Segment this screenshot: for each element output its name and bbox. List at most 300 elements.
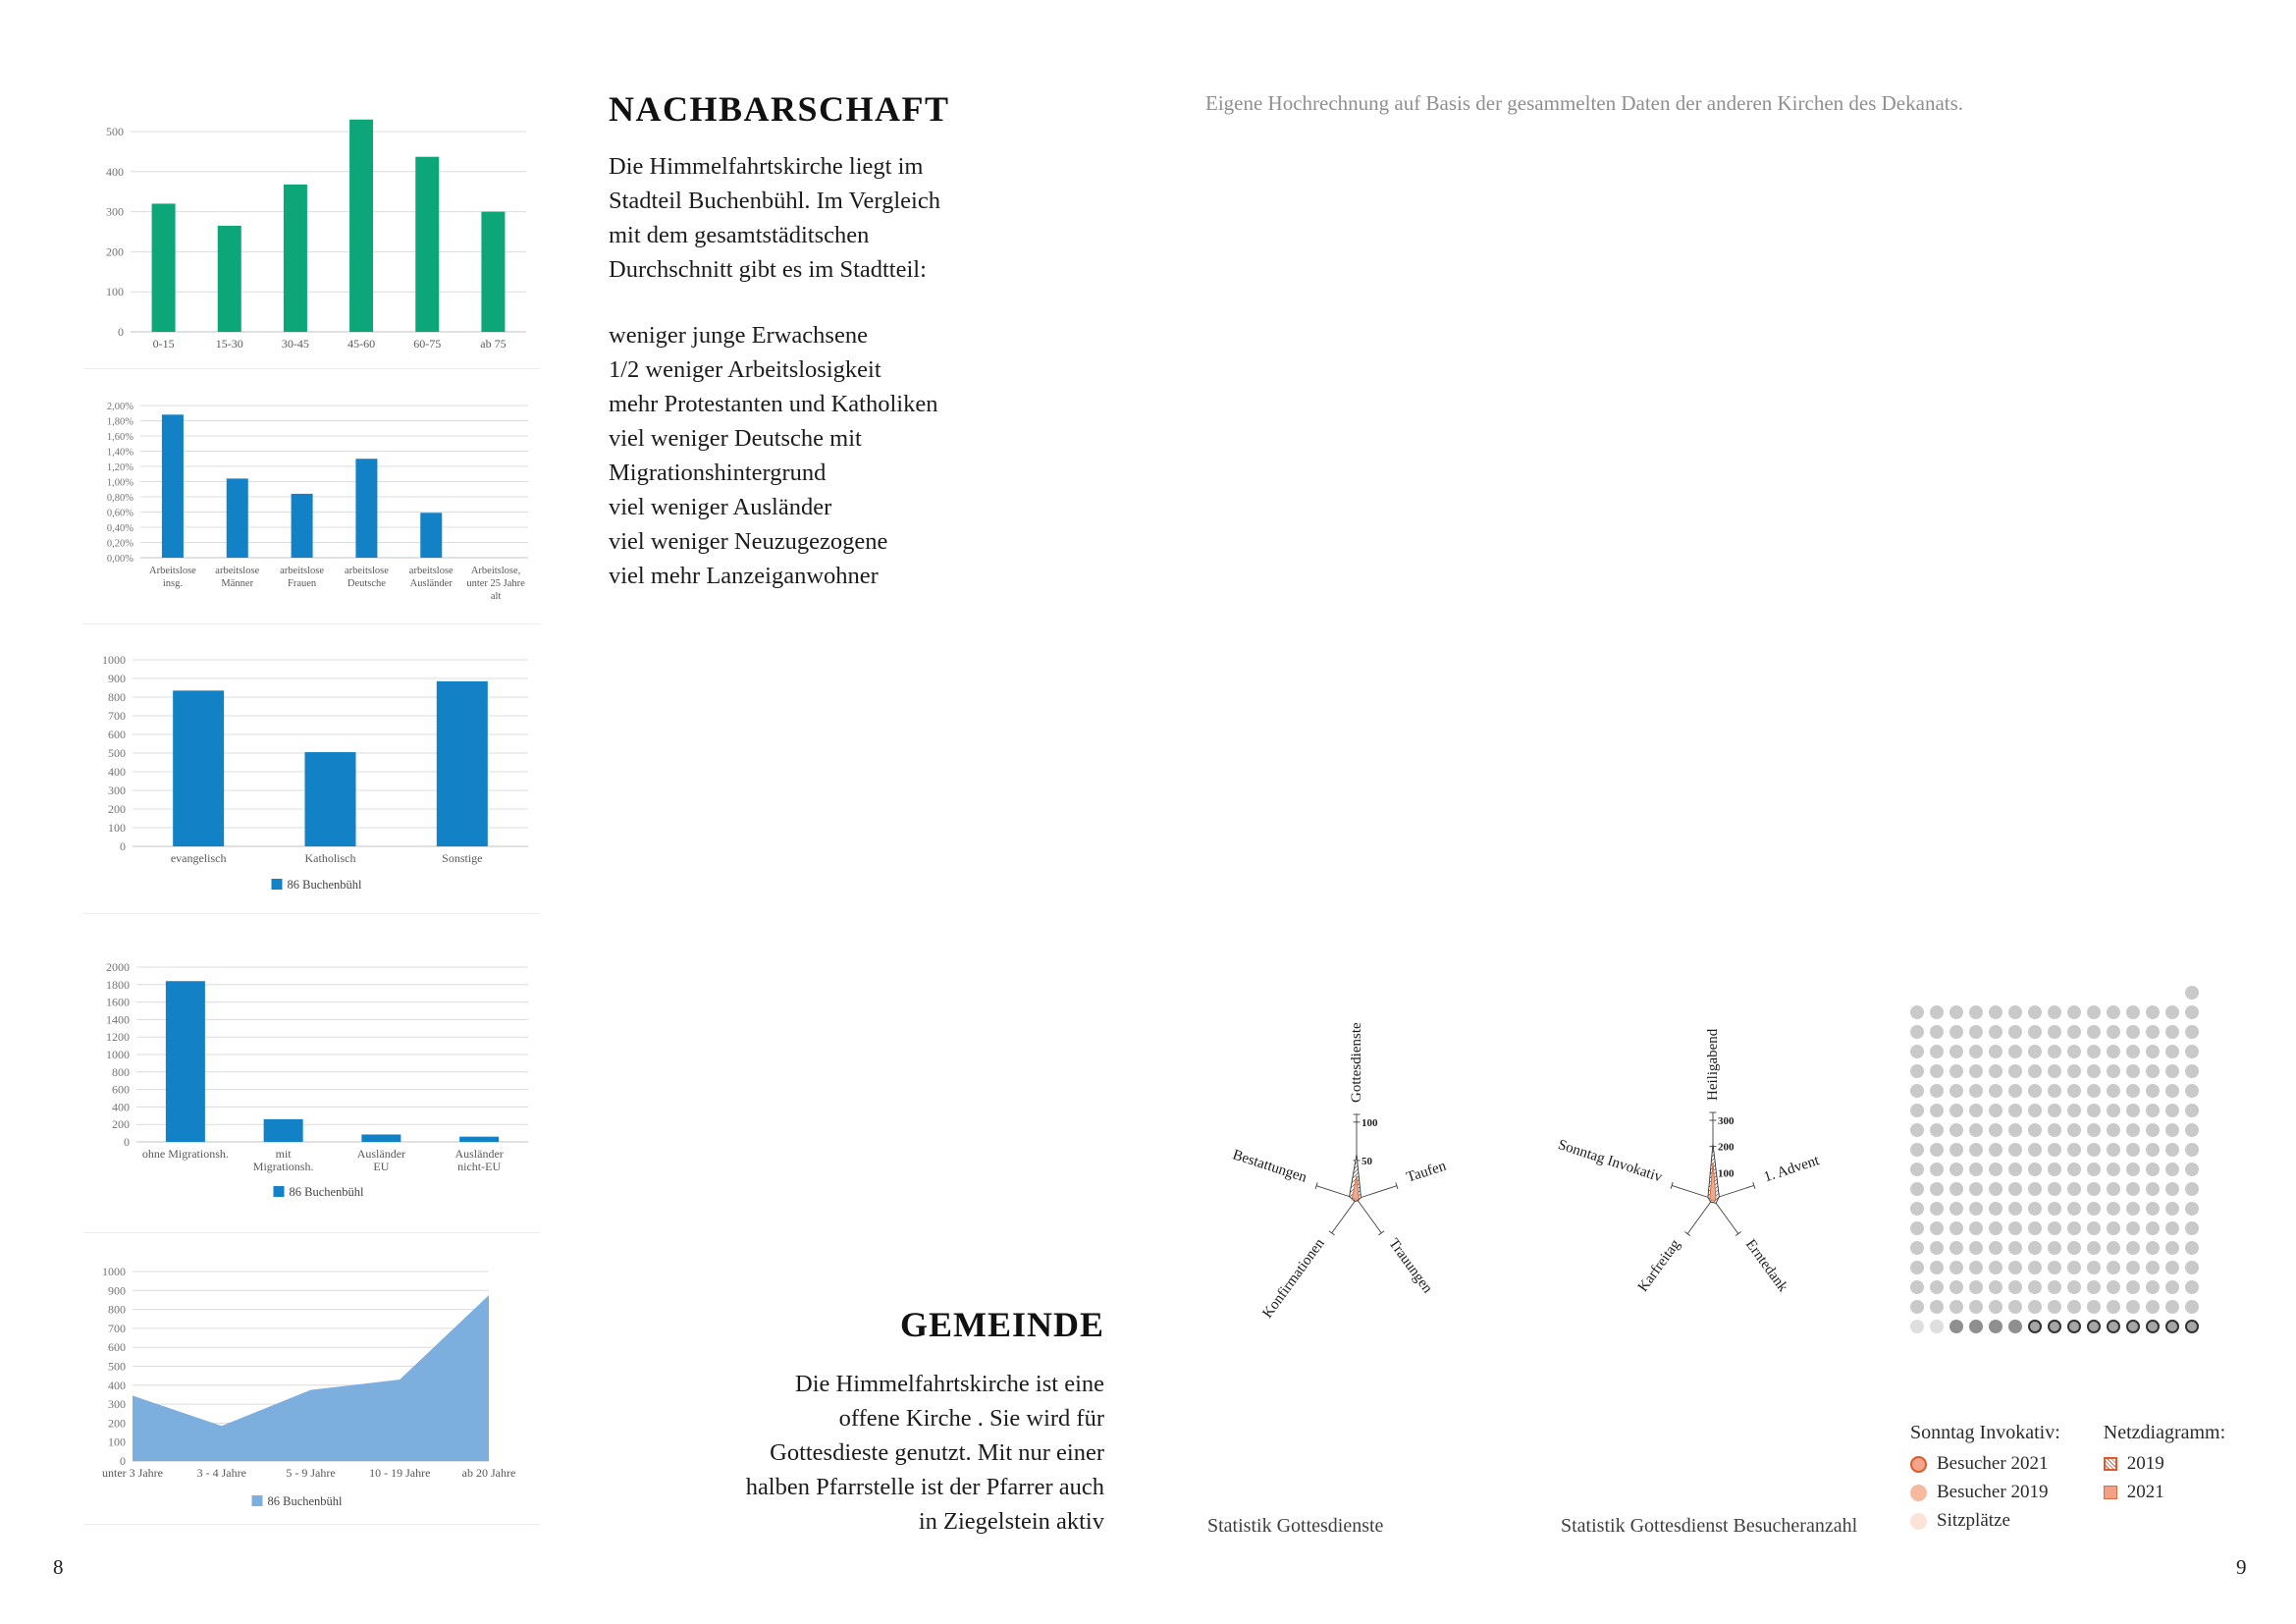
- matrix-dot: [1910, 1221, 1924, 1235]
- legend-netz-title: Netzdiagramm:: [2103, 1422, 2226, 1443]
- matrix-dot: [2028, 1123, 2042, 1137]
- matrix-dot: [2087, 1261, 2101, 1274]
- matrix-dot: [2048, 1182, 2061, 1196]
- matrix-dot: [2067, 1143, 2081, 1157]
- legend-item-label: 2019: [2126, 1453, 2164, 1474]
- matrix-dot: [2165, 1045, 2179, 1058]
- svg-text:800: 800: [108, 690, 126, 704]
- matrix-dot: [1910, 1280, 1924, 1294]
- svg-text:700: 700: [108, 709, 126, 723]
- matrix-dot: [2008, 1104, 2022, 1117]
- matrix-dot: [1930, 1182, 1944, 1196]
- matrix-dot: [2107, 1202, 2120, 1216]
- svg-text:600: 600: [108, 1340, 126, 1355]
- matrix-dot: [1969, 1202, 1983, 1216]
- svg-text:1600: 1600: [106, 995, 130, 1009]
- matrix-dot: [1949, 1104, 1963, 1117]
- matrix-dot: [2028, 1182, 2042, 1196]
- matrix-dot: [1969, 1025, 1983, 1039]
- svg-text:Ausländernicht-EU: Ausländer nicht-EU: [454, 1147, 504, 1173]
- matrix-dot: [1969, 1163, 1983, 1176]
- matrix-dot: [1910, 1182, 1924, 1196]
- matrix-dot: [1949, 1221, 1963, 1235]
- matrix-dot: [2126, 1300, 2140, 1314]
- matrix-dot: [1989, 1123, 2002, 1137]
- matrix-dot: [2107, 1221, 2120, 1235]
- matrix-dot: [2146, 1300, 2160, 1314]
- chart-residence-duration-svg: [83, 1263, 540, 1524]
- svg-text:600: 600: [108, 728, 126, 741]
- matrix-dot: [2146, 1005, 2160, 1019]
- legend-item-besucher-2021: [1910, 1453, 2060, 1475]
- matrix-dot: [2028, 1320, 2042, 1333]
- matrix-dot: [2107, 1280, 2120, 1294]
- matrix-dot: [2107, 1163, 2120, 1176]
- svg-text:200: 200: [112, 1117, 130, 1132]
- matrix-dot: [2087, 1084, 2101, 1098]
- matrix-dot: [2107, 1084, 2120, 1098]
- svg-text:300: 300: [108, 1397, 126, 1412]
- svg-text:60-75: 60-75: [413, 337, 442, 351]
- legend-item-sitzplaetze: [1910, 1510, 2060, 1532]
- matrix-dot: [1989, 1084, 2002, 1098]
- legend-sonntag-invokativ: [1910, 1422, 2060, 1539]
- matrix-dot: [1969, 1182, 1983, 1196]
- matrix-dot: [2087, 1221, 2101, 1235]
- matrix-dot: [2008, 1280, 2022, 1294]
- svg-text:86 Buchenbühl: 86 Buchenbühl: [289, 1185, 364, 1199]
- chart-age-distribution: [83, 86, 540, 369]
- matrix-dot: [1930, 1084, 1944, 1098]
- legend-sonntag-title: Sonntag Invokativ:: [1910, 1422, 2060, 1443]
- svg-text:0,00%: 0,00%: [106, 554, 133, 565]
- matrix-dot: [2185, 1064, 2199, 1078]
- svg-text:0,40%: 0,40%: [106, 523, 133, 534]
- svg-text:10 - 19 Jahre: 10 - 19 Jahre: [369, 1466, 431, 1480]
- svg-text:2,00%: 2,00%: [106, 402, 133, 412]
- svg-text:300: 300: [1718, 1115, 1735, 1127]
- matrix-dot: [1989, 1261, 2002, 1274]
- matrix-dot: [1910, 1143, 1924, 1157]
- matrix-dot: [1930, 1123, 1944, 1137]
- matrix-dot: [2008, 1005, 2022, 1019]
- matrix-dot: [2126, 1241, 2140, 1255]
- matrix-dot: [2107, 1064, 2120, 1078]
- matrix-dot: [2067, 1084, 2081, 1098]
- matrix-dot: [2028, 1084, 2042, 1098]
- matrix-dot: [2008, 1320, 2022, 1333]
- matrix-dot: [2165, 1202, 2179, 1216]
- matrix-dot: [2146, 1261, 2160, 1274]
- matrix-dot: [2126, 1261, 2140, 1274]
- matrix-dot: [1989, 1064, 2002, 1078]
- matrix-dot: [1969, 1300, 1983, 1314]
- chart-unemployment-rates: [83, 396, 540, 624]
- legend-item-netz-2021: [2104, 1482, 2225, 1503]
- matrix-dot: [1930, 1064, 1944, 1078]
- svg-text:1000: 1000: [106, 1048, 130, 1061]
- matrix-dot: [1989, 1005, 2002, 1019]
- matrix-dot: [2146, 1123, 2160, 1137]
- svg-text:86 Buchenbühl: 86 Buchenbühl: [287, 878, 362, 892]
- matrix-dot: [2067, 1104, 2081, 1117]
- matrix-dot: [2146, 1280, 2160, 1294]
- svg-text:Taufen: Taufen: [1404, 1158, 1449, 1186]
- matrix-dot: [2107, 1104, 2120, 1117]
- matrix-dot: [1949, 1005, 1963, 1019]
- svg-text:1,20%: 1,20%: [106, 462, 133, 473]
- matrix-dot: [2146, 1104, 2160, 1117]
- matrix-dot: [2146, 1045, 2160, 1058]
- matrix-dot: [1969, 1320, 1983, 1333]
- svg-text:900: 900: [108, 672, 126, 685]
- legend-block: [1910, 1422, 2225, 1539]
- matrix-dot: [2087, 1104, 2101, 1117]
- chart-unemployment-rates-svg: [83, 396, 540, 623]
- matrix-dot: [2008, 1221, 2022, 1235]
- matrix-dot: [1969, 1104, 1983, 1117]
- svg-text:3 - 4 Jahre: 3 - 4 Jahre: [196, 1466, 246, 1480]
- svg-text:600: 600: [112, 1082, 130, 1097]
- matrix-dot: [2008, 1084, 2022, 1098]
- besucher-2019-circle-icon: [1910, 1485, 1927, 1501]
- matrix-dot: [2008, 1261, 2022, 1274]
- svg-text:0,60%: 0,60%: [106, 508, 133, 519]
- matrix-dot: [2126, 1104, 2140, 1117]
- svg-text:arbeitsloseFrauen: arbeitslose Frauen: [280, 566, 325, 589]
- matrix-dot: [1949, 1280, 1963, 1294]
- legend-item-label: Sitzplätze: [1937, 1510, 2010, 1531]
- matrix-dot: [1949, 1241, 1963, 1255]
- matrix-dot: [2087, 1280, 2101, 1294]
- chart-migration-background: [83, 955, 540, 1233]
- matrix-dot: [2126, 1123, 2140, 1137]
- nachbarschaft-title: NACHBARSCHAFT: [609, 89, 950, 129]
- matrix-dot: [2048, 1280, 2061, 1294]
- matrix-dot: [1969, 1143, 1983, 1157]
- matrix-dot: [2126, 1064, 2140, 1078]
- svg-text:400: 400: [106, 164, 124, 179]
- svg-text:Trauungen: Trauungen: [1385, 1235, 1436, 1297]
- matrix-dot: [2185, 1045, 2199, 1058]
- svg-text:200: 200: [106, 244, 124, 259]
- matrix-dot: [1969, 1261, 1983, 1274]
- matrix-dot: [1930, 1025, 1944, 1039]
- matrix-dot: [1910, 1064, 1924, 1078]
- matrix-dot: [2107, 1005, 2120, 1019]
- matrix-dot: [2087, 1045, 2101, 1058]
- matrix-dot: [2126, 1280, 2140, 1294]
- matrix-dot: [2008, 1123, 2022, 1137]
- svg-text:Erntedank: Erntedank: [1741, 1236, 1791, 1295]
- svg-text:500: 500: [106, 125, 124, 138]
- matrix-dot: [2067, 1320, 2081, 1333]
- svg-text:Arbeitslose,unter 25 Jahrealt: Arbeitslose, unter 25 Jahre alt: [466, 566, 525, 602]
- matrix-dot: [2107, 1123, 2120, 1137]
- matrix-dot: [2126, 1320, 2140, 1333]
- caption-statistik-besucheranzahl: Statistik Gottesdienst Besucheranzahl: [1561, 1515, 1858, 1537]
- matrix-dot: [2165, 1143, 2179, 1157]
- matrix-dot: [2048, 1084, 2061, 1098]
- matrix-dot: [2048, 1045, 2061, 1058]
- matrix-dot: [1989, 1143, 2002, 1157]
- matrix-dot: [1930, 1221, 1944, 1235]
- matrix-dot: [2165, 1300, 2179, 1314]
- matrix-dot: [2185, 1143, 2199, 1157]
- chart-religion-svg: [83, 646, 540, 913]
- matrix-dot: [2185, 1202, 2199, 1216]
- matrix-dot: [2028, 1064, 2042, 1078]
- matrix-dot: [2087, 1202, 2101, 1216]
- matrix-dot: [2126, 1143, 2140, 1157]
- matrix-dot: [1910, 1025, 1924, 1039]
- matrix-dot: [1910, 1045, 1924, 1058]
- chart-residence-duration: [83, 1263, 540, 1525]
- matrix-dot: [2028, 1280, 2042, 1294]
- matrix-dot: [1969, 1005, 1983, 1019]
- matrix-dot: [1930, 1300, 1944, 1314]
- svg-text:ohne Migrationsh.: ohne Migrationsh.: [141, 1147, 229, 1161]
- legend-item-label: Besucher 2021: [1937, 1453, 2049, 1474]
- matrix-dot: [2028, 1241, 2042, 1255]
- matrix-dot: [2165, 1084, 2179, 1098]
- matrix-dot: [1949, 1163, 1963, 1176]
- svg-text:Karfreitag: Karfreitag: [1634, 1236, 1684, 1295]
- svg-text:30-45: 30-45: [281, 337, 309, 351]
- matrix-dot: [2126, 1005, 2140, 1019]
- svg-text:45-60: 45-60: [347, 337, 376, 351]
- gemeinde-section: [687, 1304, 1104, 1539]
- matrix-dot: [1910, 1320, 1924, 1333]
- svg-text:300: 300: [108, 784, 126, 797]
- matrix-dot: [2067, 1064, 2081, 1078]
- matrix-dot: [2185, 1084, 2199, 1098]
- matrix-dot: [2146, 1143, 2160, 1157]
- svg-text:Bestattungen: Bestattungen: [1230, 1147, 1309, 1186]
- matrix-dot: [2165, 1025, 2179, 1039]
- matrix-dot: [2048, 1064, 2061, 1078]
- matrix-dot: [2107, 1143, 2120, 1157]
- matrix-dot: [2087, 1064, 2101, 1078]
- svg-text:Sonstige: Sonstige: [442, 851, 483, 865]
- matrix-dot: [2048, 1163, 2061, 1176]
- matrix-dot: [2028, 1025, 2042, 1039]
- matrix-dot: [2165, 1320, 2179, 1333]
- matrix-dot: [2146, 1202, 2160, 1216]
- matrix-dot: [1949, 1182, 1963, 1196]
- matrix-dot: [1930, 1320, 1944, 1333]
- matrix-dot: [2126, 1045, 2140, 1058]
- matrix-dot: [2028, 1221, 2042, 1235]
- matrix-dot: [1989, 1300, 2002, 1314]
- matrix-dot: [2185, 1104, 2199, 1117]
- page-number-left: 8: [53, 1555, 64, 1579]
- matrix-dot: [1989, 1163, 2002, 1176]
- svg-text:200: 200: [108, 1416, 126, 1431]
- matrix-dot: [2087, 1163, 2101, 1176]
- svg-text:0: 0: [120, 839, 126, 853]
- matrix-dot: [2028, 1143, 2042, 1157]
- matrix-dot: [2008, 1143, 2022, 1157]
- svg-text:1,80%: 1,80%: [106, 416, 133, 428]
- matrix-dot: [2008, 1202, 2022, 1216]
- svg-text:900: 900: [108, 1283, 126, 1298]
- matrix-dot: [2146, 1182, 2160, 1196]
- matrix-dot: [2008, 1025, 2022, 1039]
- matrix-dot: [1989, 1221, 2002, 1235]
- matrix-dot: [2067, 1123, 2081, 1137]
- svg-text:200: 200: [1718, 1141, 1735, 1154]
- matrix-dot: [1949, 1261, 1963, 1274]
- matrix-dot: [2146, 1064, 2160, 1078]
- matrix-dot: [1989, 1182, 2002, 1196]
- matrix-dot: [2126, 1221, 2140, 1235]
- matrix-dot: [2107, 1045, 2120, 1058]
- legend-netzdiagramm: [2104, 1422, 2225, 1539]
- caption-statistik-gottesdienste: Statistik Gottesdienste: [1207, 1515, 1384, 1537]
- matrix-dot: [2087, 1025, 2101, 1039]
- matrix-dot: [2008, 1045, 2022, 1058]
- matrix-dot: [2165, 1221, 2179, 1235]
- matrix-dot: [2067, 1025, 2081, 1039]
- matrix-dot: [1969, 1241, 1983, 1255]
- matrix-dot: [2185, 1241, 2199, 1255]
- svg-text:1000: 1000: [102, 1265, 126, 1278]
- svg-text:arbeitsloseDeutsche: arbeitslose Deutsche: [344, 566, 389, 589]
- svg-text:evangelisch: evangelisch: [170, 851, 227, 865]
- matrix-dot: [2048, 1123, 2061, 1137]
- radar-chart-attendance: [1549, 1001, 1893, 1355]
- matrix-dot: [1949, 1084, 1963, 1098]
- matrix-dot: [2048, 1104, 2061, 1117]
- matrix-dot: [2048, 1025, 2061, 1039]
- matrix-dot: [2107, 1025, 2120, 1039]
- matrix-dot: [2028, 1163, 2042, 1176]
- matrix-dot: [2165, 1104, 2179, 1117]
- matrix-dot: [1949, 1064, 1963, 1078]
- matrix-dot: [1930, 1261, 1944, 1274]
- svg-text:100: 100: [108, 821, 126, 835]
- matrix-dot: [2185, 1005, 2199, 1019]
- svg-text:500: 500: [108, 1359, 126, 1374]
- matrix-dot: [2087, 1241, 2101, 1255]
- matrix-dot: [1910, 1123, 1924, 1137]
- matrix-dot: [2146, 1241, 2160, 1255]
- matrix-dot: [2165, 1280, 2179, 1294]
- matrix-dot: [1930, 1202, 1944, 1216]
- matrix-dot: [2048, 1143, 2061, 1157]
- matrix-dot: [2087, 1005, 2101, 1019]
- nachbarschaft-section: [609, 88, 1041, 593]
- matrix-dot: [2107, 1182, 2120, 1196]
- svg-text:1,40%: 1,40%: [106, 447, 133, 459]
- svg-text:0: 0: [124, 1135, 130, 1149]
- matrix-dot: [1989, 1104, 2002, 1117]
- filled-square-icon: [2104, 1486, 2117, 1499]
- matrix-dot: [1910, 1163, 1924, 1176]
- matrix-dot: [2028, 1261, 2042, 1274]
- svg-text:1. Advent: 1. Advent: [1761, 1153, 1822, 1186]
- matrix-dot: [1989, 1280, 2002, 1294]
- svg-text:1400: 1400: [106, 1012, 130, 1027]
- matrix-dot: [2146, 1084, 2160, 1098]
- svg-text:800: 800: [112, 1064, 130, 1079]
- svg-text:100: 100: [1362, 1116, 1378, 1129]
- matrix-dot: [2048, 1300, 2061, 1314]
- svg-text:15-30: 15-30: [215, 337, 243, 351]
- matrix-dot: [2087, 1320, 2101, 1333]
- matrix-dot: [2107, 1241, 2120, 1255]
- matrix-dot: [1949, 1202, 1963, 1216]
- matrix-dot: [2087, 1143, 2101, 1157]
- matrix-dot: [2087, 1123, 2101, 1137]
- svg-text:unter 3 Jahre: unter 3 Jahre: [102, 1466, 163, 1480]
- svg-text:0: 0: [120, 1454, 126, 1468]
- matrix-dot: [2048, 1005, 2061, 1019]
- matrix-dot: [1949, 1320, 1963, 1333]
- svg-text:1,00%: 1,00%: [106, 477, 133, 489]
- radar-chart-services: [1200, 1001, 1538, 1355]
- svg-text:400: 400: [108, 1378, 126, 1392]
- svg-text:arbeitsloseAusländer: arbeitslose Ausländer: [408, 566, 454, 589]
- svg-text:Heiligabend: Heiligabend: [1705, 1028, 1721, 1101]
- svg-text:ab 20 Jahre: ab 20 Jahre: [461, 1466, 516, 1480]
- matrix-dot: [1969, 1064, 1983, 1078]
- matrix-dot: [2146, 1163, 2160, 1176]
- matrix-dot: [2028, 1045, 2042, 1058]
- svg-text:1800: 1800: [106, 977, 130, 992]
- gemeinde-text: Die Himmelfahrtskirche ist eine offene Kirche . Sie wird für Gottesdieste genutzt. Mit nur einer halben Pfarrstelle ist der Pfarrer auch in Ziegelstein aktiv: [745, 1371, 1104, 1535]
- matrix-dot: [2126, 1084, 2140, 1098]
- matrix-dot: [2146, 1025, 2160, 1039]
- svg-text:400: 400: [112, 1100, 130, 1114]
- matrix-dot: [2028, 1005, 2042, 1019]
- matrix-dot: [1930, 1143, 1944, 1157]
- matrix-dot: [2008, 1182, 2022, 1196]
- matrix-dot: [2067, 1261, 2081, 1274]
- matrix-dot: [2067, 1045, 2081, 1058]
- svg-text:0: 0: [118, 325, 124, 339]
- matrix-dot: [1949, 1143, 1963, 1157]
- matrix-dot: [2126, 1202, 2140, 1216]
- matrix-dot: [2185, 1221, 2199, 1235]
- matrix-dot: [2126, 1182, 2140, 1196]
- svg-text:1,60%: 1,60%: [106, 432, 133, 443]
- matrix-dot: [2165, 1123, 2179, 1137]
- matrix-dot: [2185, 1300, 2199, 1314]
- matrix-dot: [1930, 1045, 1944, 1058]
- matrix-dot: [2165, 1005, 2179, 1019]
- svg-text:0,20%: 0,20%: [106, 538, 133, 550]
- svg-text:0-15: 0-15: [152, 337, 175, 351]
- matrix-dot: [1969, 1084, 1983, 1098]
- svg-text:100: 100: [1718, 1167, 1735, 1180]
- matrix-dot: [2185, 1320, 2199, 1333]
- matrix-dot: [2048, 1202, 2061, 1216]
- matrix-dot: [2028, 1104, 2042, 1117]
- chart-age-distribution-svg: [83, 86, 540, 368]
- svg-text:800: 800: [108, 1302, 126, 1317]
- svg-text:1000: 1000: [102, 653, 126, 667]
- matrix-dot: [2067, 1005, 2081, 1019]
- sitzplaetze-circle-icon: [1910, 1513, 1927, 1530]
- nachbarschaft-list: weniger junge Erwachsene 1/2 weniger Arbeitslosigkeit mehr Protestanten und Katholiken viel weniger Deutsche mit Migrationshintergrund viel weniger Ausländer viel weniger Neuzugezogene viel mehr Lanzeiganwohner: [609, 322, 938, 589]
- matrix-dot: [1910, 1300, 1924, 1314]
- matrix-dot: [2185, 1163, 2199, 1176]
- dekanat-note: Eigene Hochrechnung auf Basis der gesammelten Daten der anderen Kirchen des Dekanats.: [1205, 91, 1964, 115]
- matrix-dot: [2107, 1261, 2120, 1274]
- matrix-dot: [1969, 1221, 1983, 1235]
